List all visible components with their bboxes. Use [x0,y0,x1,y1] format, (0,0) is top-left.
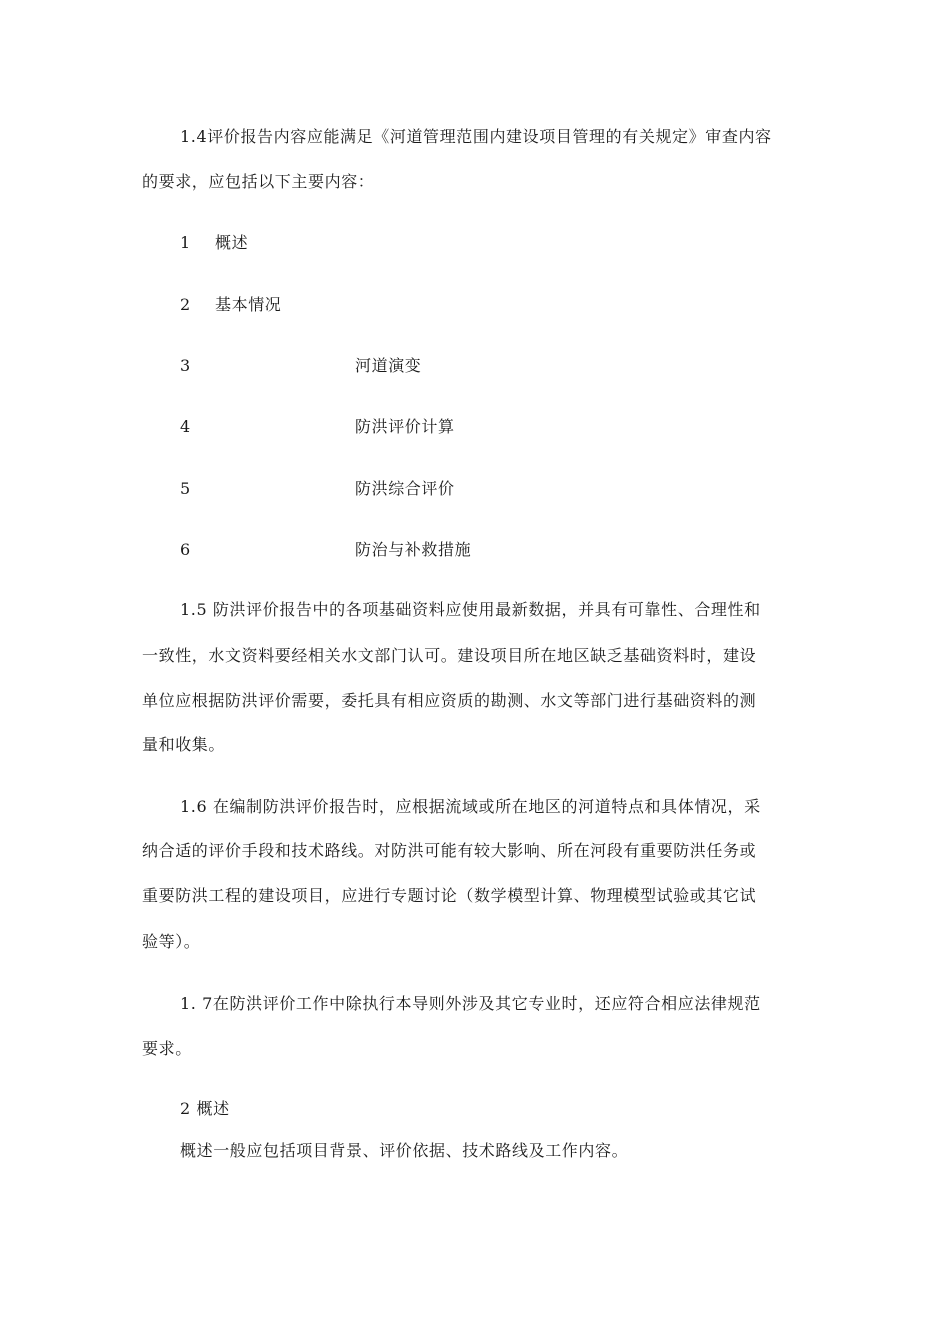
section-1-6-line-3: 重要防洪工程的建设项目，应进行专题讨论（数学模型计算、物理模型试验或其它试 [142,886,757,905]
list-item-number: 4 [180,417,191,436]
section-1-5-line-2: 一致性，水文资料要经相关水文部门认可。建设项目所在地区缺乏基础资料时，建设 [142,646,757,665]
list-item-number: 6 [180,540,191,559]
list-item-label: 河道演变 [355,356,422,375]
list-item-number: 3 [180,356,191,375]
list-item-number: 2 [180,295,191,314]
section-1-6-line-2: 纳合适的评价手段和技术路线。对防洪可能有较大影响、所在河段有重要防洪任务或 [142,841,757,860]
section-1-7-line-2: 要求。 [142,1039,192,1058]
list-item-number: 1 [180,233,191,252]
section-1-5-line-3: 单位应根据防洪评价需要，委托具有相应资质的勘测、水文等部门进行基础资料的测 [142,691,757,710]
section-1-4-line-1: 1.4评价报告内容应能满足《河道管理范围内建设项目管理的有关规定》审查内容 [180,127,772,146]
section-2-heading: 2 概述 [180,1099,230,1118]
section-1-6-line-4: 验等）。 [142,932,201,951]
section-1-6-line-1: 1.6 在编制防洪评价报告时，应根据流域或所在地区的河道特点和具体情况，采 [180,797,761,816]
section-1-5-line-1: 1.5 防洪评价报告中的各项基础资料应使用最新数据，并具有可靠性、合理性和 [180,600,761,619]
section-1-4-line-2: 的要求，应包括以下主要内容： [142,172,375,191]
section-2-body: 概述一般应包括项目背景、评价依据、技术路线及工作内容。 [180,1141,629,1160]
section-1-5-line-4: 量和收集。 [142,735,226,754]
section-1-7-line-1: 1. 7在防洪评价工作中除执行本导则外涉及其它专业时，还应符合相应法律规范 [180,994,761,1013]
list-item-number: 5 [180,479,191,498]
list-item-label: 基本情况 [215,295,282,314]
list-item-label: 概述 [215,233,249,252]
list-item-label: 防洪评价计算 [355,417,455,436]
list-item-label: 防治与补救措施 [355,540,472,559]
list-item-label: 防洪综合评价 [355,479,455,498]
